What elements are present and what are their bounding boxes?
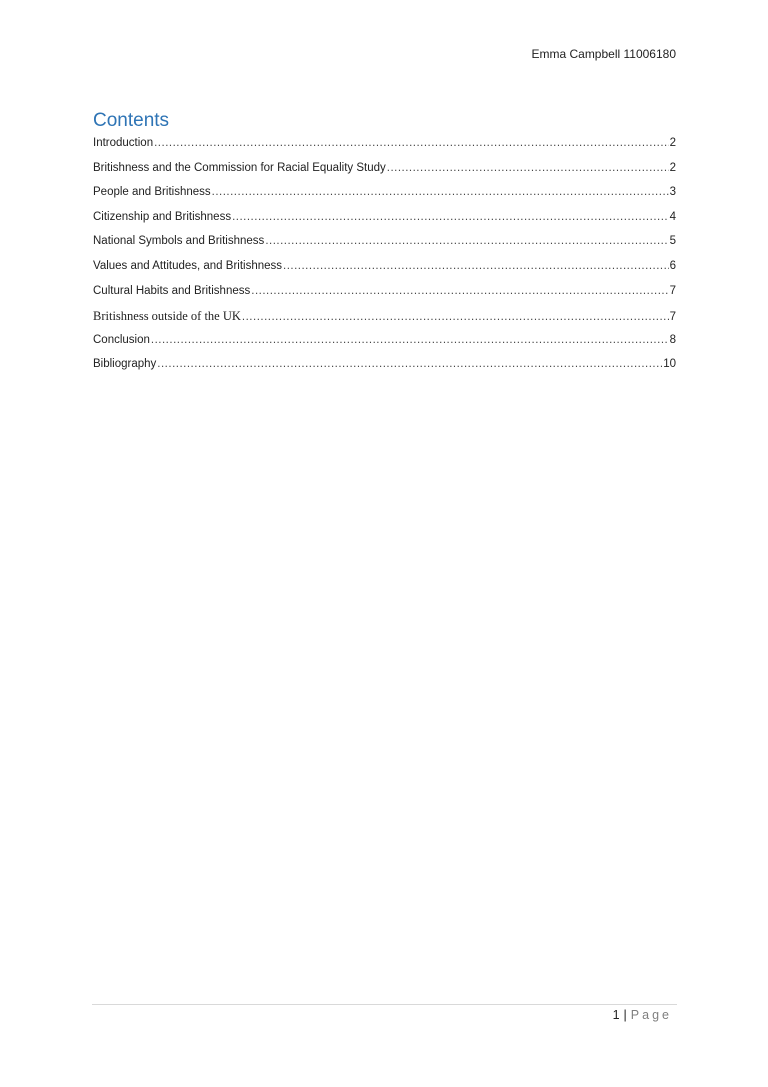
toc-entry-title: Citizenship and Britishness — [93, 210, 232, 223]
toc-page-number: 4 — [669, 210, 676, 223]
dot-leader — [242, 311, 669, 323]
dot-leader — [283, 260, 669, 272]
toc-page-number: 8 — [669, 333, 676, 346]
toc-page-number: 7 — [669, 311, 676, 324]
toc-page-number: 10 — [663, 358, 676, 371]
toc-page-number: 6 — [669, 259, 676, 272]
dot-leader — [387, 162, 669, 174]
toc-entry-title: Cultural Habits and Britishness — [93, 284, 251, 297]
toc-title: Contents — [93, 110, 170, 131]
toc-entry-title: People and Britishness — [93, 186, 211, 199]
page-footer — [613, 1008, 672, 1022]
toc-entry-cultural-habits[interactable] — [93, 285, 676, 310]
toc-page-number: 5 — [669, 235, 676, 248]
dot-leader — [251, 285, 668, 297]
footer-divider — [92, 1004, 677, 1005]
dot-leader — [232, 211, 669, 223]
toc-entry-title: Values and Attitudes, and Britishness — [93, 259, 283, 272]
toc-entry-title: National Symbols and Britishness — [93, 235, 265, 248]
page-header: Emma Campbell 11006180 — [531, 47, 676, 61]
dot-leader — [154, 137, 668, 149]
toc-entry-citizenship[interactable] — [93, 211, 676, 236]
dot-leader — [151, 334, 669, 346]
toc-entry-introduction[interactable] — [93, 137, 676, 162]
toc-entry-conclusion[interactable] — [93, 334, 676, 359]
footer-page-number: 1 — [612, 1008, 620, 1022]
footer-separator: | — [623, 1008, 627, 1022]
toc-entry-title: Conclusion — [93, 333, 150, 346]
toc-entry-title: Britishness and the Commission for Racial Equality Study — [93, 161, 386, 174]
toc-entry-people[interactable] — [93, 186, 676, 211]
dot-leader — [157, 358, 662, 370]
dot-leader — [212, 186, 669, 198]
toc-entry-commission-study[interactable] — [93, 162, 676, 187]
toc-entry-bibliography[interactable] — [93, 358, 676, 383]
dot-leader — [265, 235, 668, 247]
toc-page-number: 3 — [669, 186, 676, 199]
toc-entry-national-symbols[interactable] — [93, 235, 676, 260]
toc-page-number: 7 — [669, 284, 676, 297]
footer-page-label: Page — [630, 1008, 672, 1022]
toc-entry-values-attitudes[interactable] — [93, 260, 676, 285]
table-of-contents — [93, 137, 676, 383]
toc-entry-title: Bibliography — [93, 358, 157, 371]
toc-entry-title: Introduction — [93, 137, 154, 149]
toc-entry-outside-uk[interactable] — [93, 309, 676, 334]
toc-entry-title: Britishness outside of the UK — [93, 309, 241, 324]
toc-page-number: 2 — [669, 161, 676, 174]
toc-page-number: 2 — [669, 137, 676, 149]
